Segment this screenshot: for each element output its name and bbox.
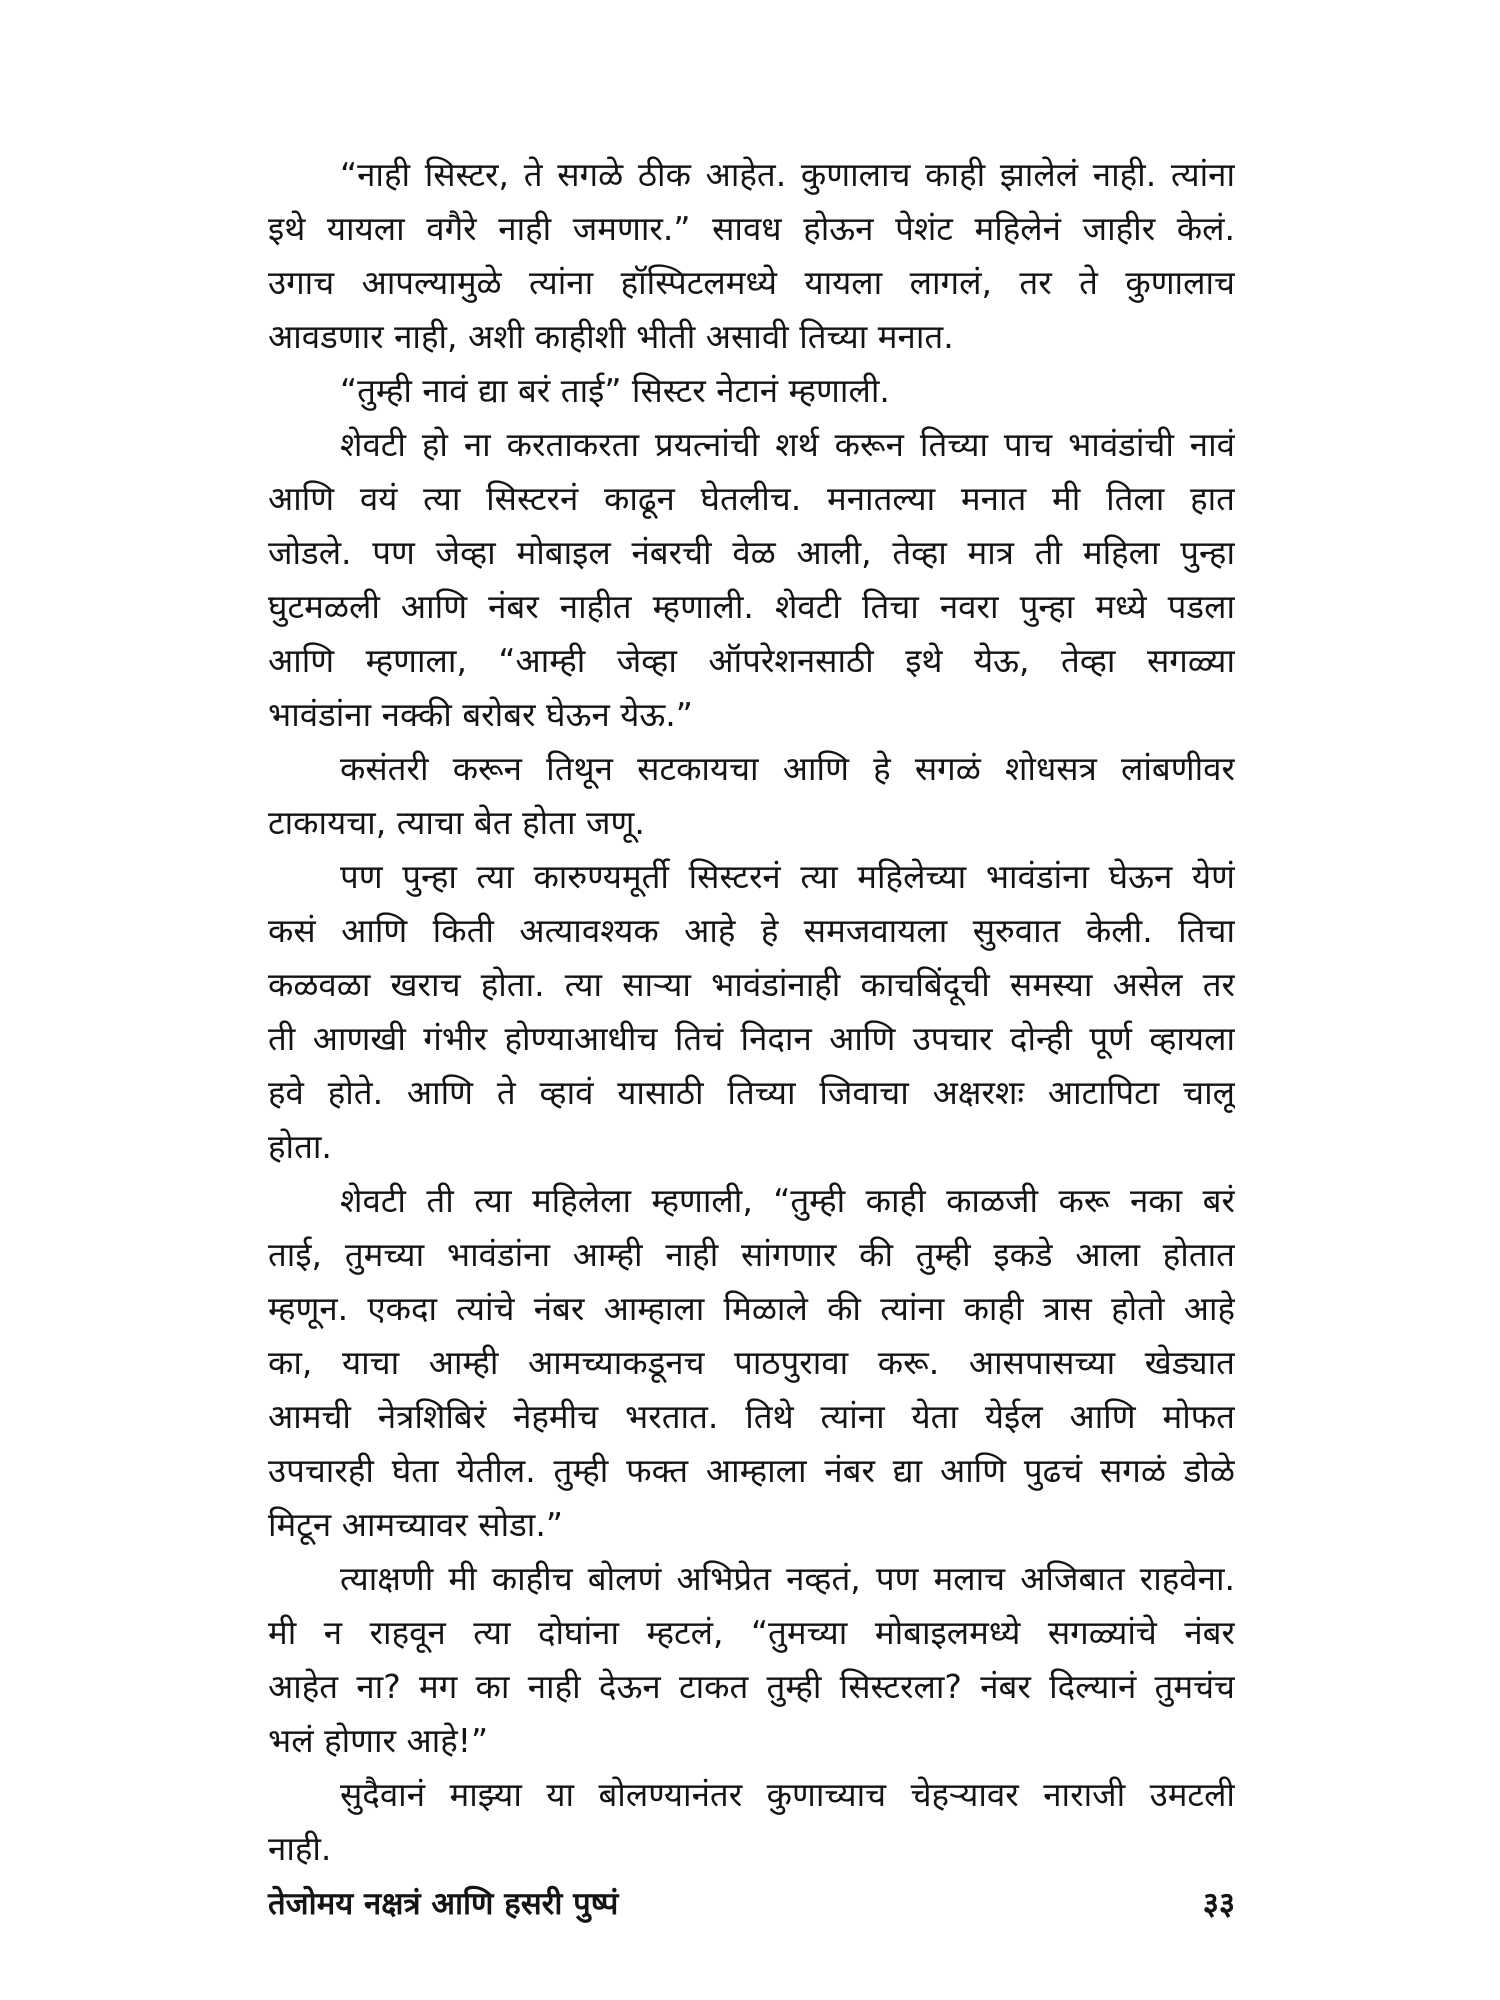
text-line: मी न राहवून त्या दोघांना म्हटलं, “तुमच्या मोबाइलमध्ये सगळ्यांचे नंबर (268, 1613, 1235, 1652)
text-line: आणि वयं त्या सिस्टरनं काढून घेतलीच. मनातल्या मनात मी तिला हात (268, 479, 1235, 518)
book-title: तेजोमय नक्षत्रं आणि हसरी पुष्पं (268, 1886, 619, 1922)
text-line: उपचारही घेता येतील. तुम्ही फक्त आम्हाला नंबर द्या आणि पुढचं सगळं डोळे (268, 1451, 1235, 1490)
paragraph (268, 418, 1235, 742)
text-line: कसं आणि किती अत्यावश्यक आहे हे समजवायला सुरुवात केली. तिचा (268, 911, 1235, 950)
text-line: आणि म्हणाला, “आम्ही जेव्हा ऑपरेशनसाठी इथे येऊ, तेव्हा सगळ्या (268, 641, 1235, 680)
paragraph (268, 1768, 1235, 1876)
text-line: “नाही सिस्टर, ते सगळे ठीक आहेत. कुणालाच काही झालेलं नाही. त्यांना (340, 155, 1235, 194)
text-line: पण पुन्हा त्या कारुण्यमूर्ती सिस्टरनं त्या महिलेच्या भावंडांना घेऊन येणं (340, 857, 1235, 896)
text-line: नाही. (268, 1829, 332, 1868)
text-line: जोडले. पण जेव्हा मोबाइल नंबरची वेळ आली, तेव्हा मात्र ती महिला पुन्हा (268, 533, 1235, 572)
text-line: उगाच आपल्यामुळे त्यांना हॉस्पिटलमध्ये यायला लागलं, तर ते कुणालाच (268, 263, 1235, 302)
paragraph (268, 148, 1235, 364)
text-line: भलं होणार आहे!” (268, 1721, 489, 1760)
paragraph (268, 364, 1235, 418)
text-line: सुदैवानं माझ्या या बोलण्यानंतर कुणाच्याच चेहऱ्यावर नाराजी उमटली (340, 1775, 1235, 1814)
text-line: हवे होते. आणि ते व्हावं यासाठी तिच्या जिवाचा अक्षरशः आटापिटा चालू (268, 1073, 1235, 1112)
text-line: कसंतरी करून तिथून सटकायचा आणि हे सगळं शोधसत्र लांबणीवर (340, 749, 1235, 788)
text-line: ती आणखी गंभीर होण्याआधीच तिचं निदान आणि उपचार दोन्ही पूर्ण व्हायला (268, 1019, 1235, 1058)
text-line: शेवटी ती त्या महिलेला म्हणाली, “तुम्ही काही काळजी करू नका बरं (340, 1181, 1235, 1220)
text-line: “तुम्ही नावं द्या बरं ताई” सिस्टर नेटानं म्हणाली. (340, 371, 890, 410)
text-line: कळवळा खराच होता. त्या साऱ्या भावंडांनाही काचबिंदूची समस्या असेल तर (268, 965, 1235, 1004)
text-line: आहेत ना? मग का नाही देऊन टाकत तुम्ही सिस्टरला? नंबर दिल्यानं तुमचंच (268, 1667, 1235, 1706)
text-line: घुटमळली आणि नंबर नाहीत म्हणाली. शेवटी तिचा नवरा पुन्हा मध्ये पडला (268, 587, 1235, 626)
text-line: इथे यायला वगैरे नाही जमणार.” सावध होऊन पेशंट महिलेनं जाहीर केलं. (268, 209, 1235, 248)
text-line: मिटून आमच्यावर सोडा.” (268, 1505, 563, 1544)
paragraph (268, 1552, 1235, 1768)
text-line: आमची नेत्रशिबिरं नेहमीच भरतात. तिथे त्यांना येता येईल आणि मोफत (268, 1397, 1235, 1436)
text-line: का, याचा आम्ही आमच्याकडूनच पाठपुरावा करू. आसपासच्या खेड्यात (268, 1343, 1235, 1382)
text-line: होता. (268, 1127, 332, 1166)
page-body (268, 148, 1235, 1876)
text-line: आवडणार नाही, अशी काहीशी भीती असावी तिच्या मनात. (268, 317, 954, 356)
page-number: ३३ (1202, 1886, 1235, 1922)
paragraph (268, 742, 1235, 850)
text-line: टाकायचा, त्याचा बेत होता जणू. (268, 803, 645, 842)
text-line: त्याक्षणी मी काहीच बोलणं अभिप्रेत नव्हतं, पण मलाच अजिबात राहवेना. (340, 1559, 1235, 1598)
paragraph (268, 1174, 1235, 1552)
paragraph (268, 850, 1235, 1174)
text-line: म्हणून. एकदा त्यांचे नंबर आम्हाला मिळाले की त्यांना काही त्रास होतो आहे (268, 1289, 1235, 1328)
text-line: ताई, तुमच्या भावंडांना आम्ही नाही सांगणार की तुम्ही इकडे आला होतात (268, 1235, 1235, 1274)
text-line: भावंडांना नक्की बरोबर घेऊन येऊ.” (268, 695, 693, 734)
page-footer (268, 1878, 1235, 1928)
text-line: शेवटी हो ना करताकरता प्रयत्नांची शर्थ करून तिच्या पाच भावंडांची नावं (340, 425, 1235, 464)
